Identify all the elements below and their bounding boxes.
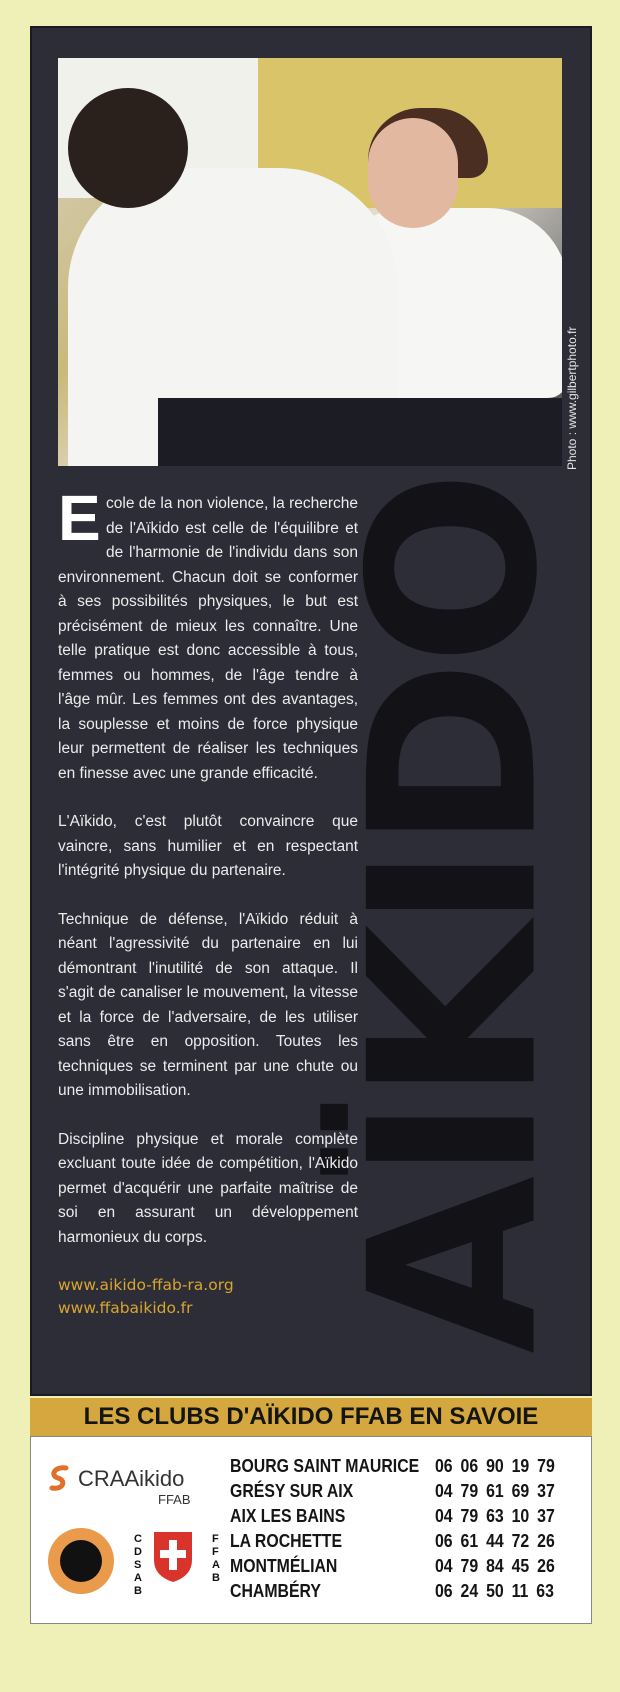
svg-text:F: F bbox=[212, 1533, 219, 1545]
cdsab-logo bbox=[128, 1526, 226, 1600]
club-row: BOURG SAINT MAURICE 06 06 90 19 79 bbox=[230, 1456, 555, 1476]
dropcap: E bbox=[58, 482, 101, 554]
club-row: GRÉSY SUR AIX 04 79 61 69 37 bbox=[230, 1481, 555, 1501]
paragraph: Technique de défense, l'Aïkido réduit à néant l'agressivité du partenaire en lui démontrant l'inutilité de son attaque. Il s'agit de canaliser le mouvement, la vitesse et la force de l'adversaire, de les utiliser sans être en opposition. Toutes les techniques se terminent par une chute ou une immobilisation. bbox=[58, 910, 358, 1099]
svg-text:B: B bbox=[134, 1585, 142, 1597]
clubs-banner: LES CLUBS D'AÏKIDO FFAB EN SAVOIE bbox=[30, 1398, 592, 1436]
spiral-icon bbox=[48, 1464, 72, 1492]
club-row: CHAMBÉRY 06 24 50 11 63 bbox=[230, 1581, 554, 1601]
svg-text:F: F bbox=[212, 1546, 219, 1558]
svg-text:S: S bbox=[134, 1559, 142, 1571]
svg-text:D: D bbox=[134, 1546, 142, 1558]
photo-credit: Photo : www.gilbertphoto.fr bbox=[565, 326, 579, 470]
svg-text:B: B bbox=[212, 1572, 220, 1584]
intro-paragraph: E cole de la non violence, la recherche de l'Aïkido est celle de l'équilibre et de l'harmonie de l'individu dans son environnement. Chacun doit se conformer à ses possibilités physiques, le but est précisément de mieux les connaître. Une telle pratique est donc accessible à tous, femmes ou hommes, de l'âge tendre à l'âge mûr. Les femmes ont des avantages, la souplesse et moins de force physique leur permettent de réaliser les techniques en finesse avec une grande efficacité. bbox=[58, 482, 358, 782]
svg-text:C: C bbox=[134, 1533, 142, 1545]
clubs-list bbox=[230, 1454, 590, 1604]
side-title: AÏKIDO bbox=[321, 476, 589, 1354]
ffab-round-logo bbox=[48, 1528, 114, 1594]
paragraph: Discipline physique et morale complète excluant toute idée de compétition, l'Aïkido permet d'acquérir une parfaite maîtrise de soi en assurant un développement harmonieux du corps. bbox=[58, 1130, 358, 1246]
link-ffabaikido[interactable]: www.ffabaikido.fr bbox=[58, 1299, 193, 1317]
link-aikido-ffab-ra[interactable]: www.aikido-ffab-ra.org bbox=[58, 1276, 234, 1294]
club-row: AIX LES BAINS 04 79 63 10 37 bbox=[230, 1506, 555, 1526]
svg-text:A: A bbox=[212, 1559, 220, 1571]
article-body bbox=[58, 482, 358, 1320]
svg-text:A: A bbox=[134, 1572, 142, 1584]
club-row: MONTMÉLIAN 04 79 84 45 26 bbox=[230, 1556, 555, 1576]
aikido-photo bbox=[58, 58, 562, 466]
paragraph: L'Aïkido, c'est plutôt convaincre que vaincre, sans humilier et en respectant l'intégrité physique du partenaire. bbox=[58, 813, 358, 879]
club-row: LA ROCHETTE 06 61 44 72 26 bbox=[230, 1531, 555, 1551]
